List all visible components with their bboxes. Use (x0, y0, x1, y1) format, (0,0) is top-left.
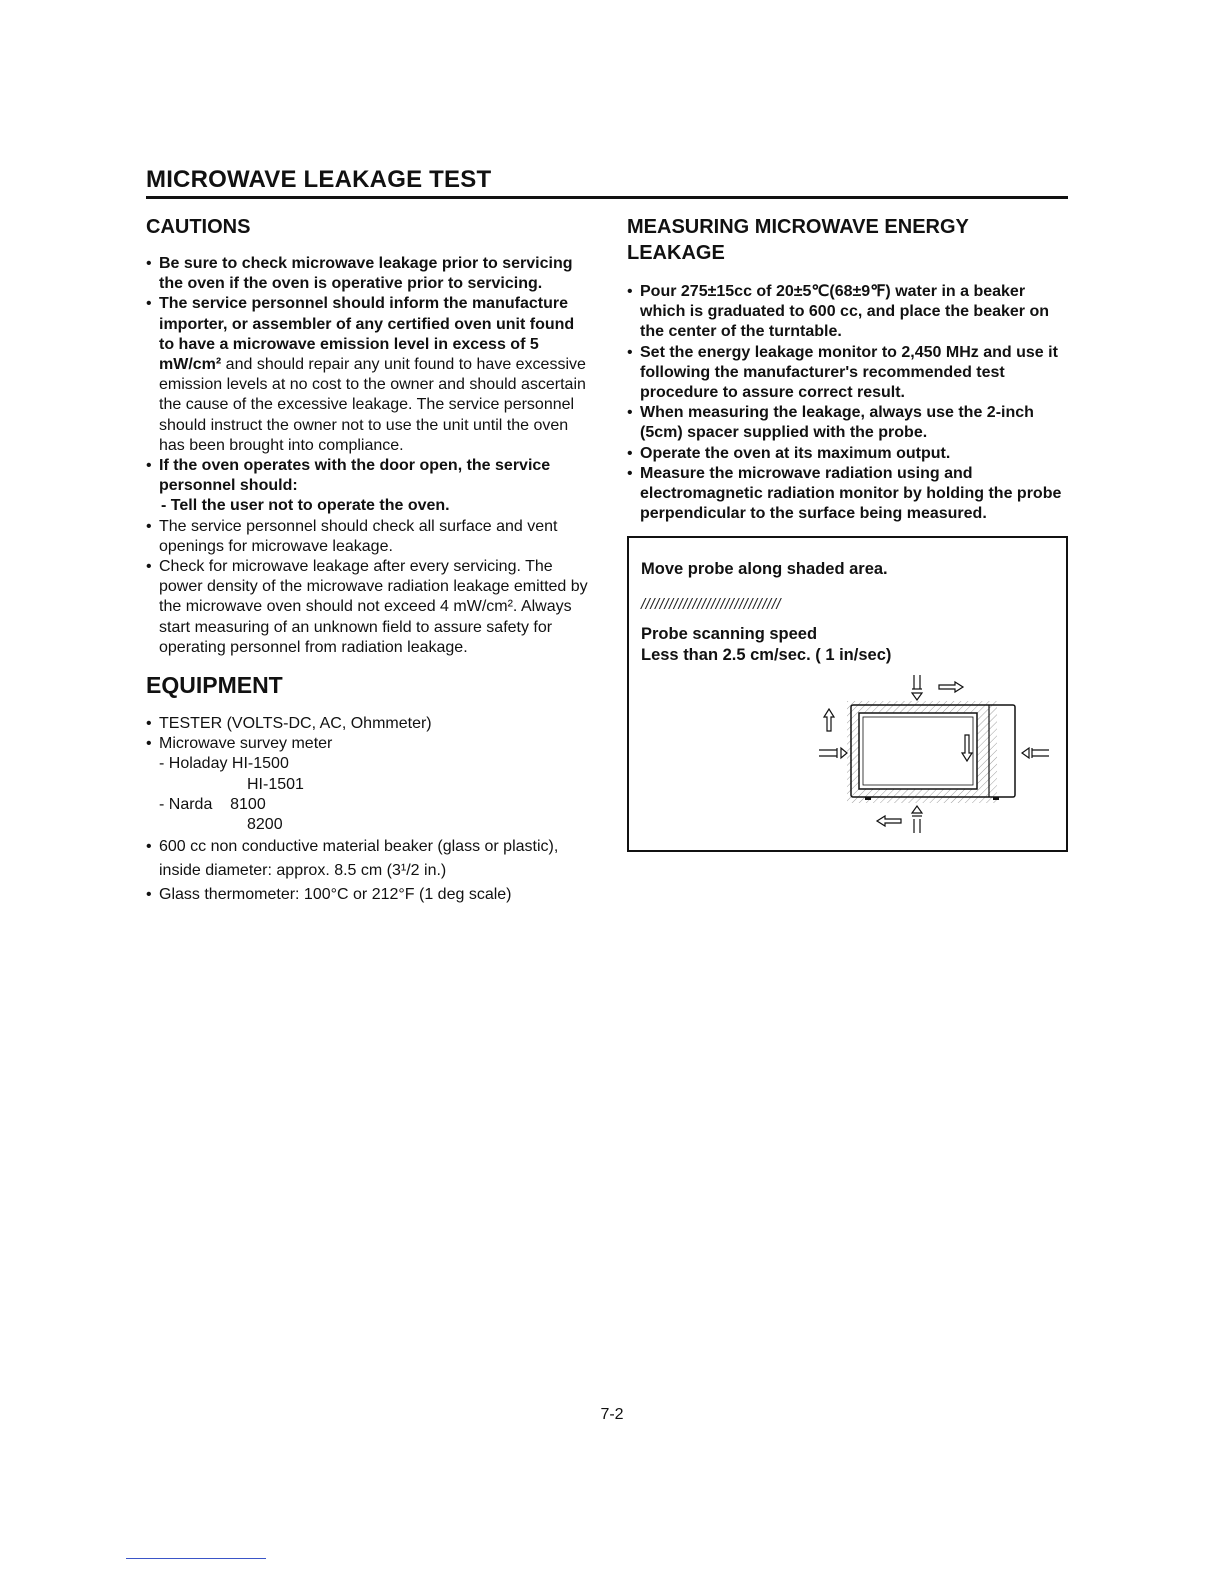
list-item (146, 557, 591, 658)
oven-scan-diagram (819, 673, 1049, 838)
page-number: 7-2 (600, 1406, 624, 1423)
equipment-heading: EQUIPMENT (146, 672, 283, 699)
shaded-area-legend: ////////////////////////////// (641, 596, 782, 614)
equip-holaday-2: HI-1501 (247, 775, 304, 793)
equipment-list (146, 714, 591, 905)
list-item (627, 444, 1068, 464)
footer-rule (126, 1558, 266, 1559)
measure-step-1: Pour 275±15cc of 20±5℃(68±9℉) water in a beaker which is graduated to 600 cc, and place the beaker on the center of the turntable. (640, 283, 1050, 341)
probe-speed-value: Less than 2.5 cm/sec. ( 1 in/sec) (641, 646, 892, 665)
caution-5-text: Check for microwave leakage after every servicing. The power density of the microwave radiation leakage emitted by the microwave oven should not exceed 4 mW/cm². Always start measuring of an unknown field to assure safety for operating personnel from radiation leakage. (159, 558, 588, 656)
page-title: MICROWAVE LEAKAGE TEST (146, 166, 1068, 199)
list-item (627, 403, 1068, 443)
probe-speed (641, 624, 891, 666)
list-item (146, 714, 591, 734)
probe-speed-label: Probe scanning speed (641, 625, 818, 644)
list-item (146, 294, 591, 456)
equip-survey-meter: Microwave survey meter (159, 735, 333, 753)
right-column (627, 214, 1068, 852)
measure-step-3: When measuring the leakage, always use the 2-inch (5cm) spacer supplied with the probe. (640, 404, 1034, 442)
measure-step-5: Measure the microwave radiation using and electromagnetic radiation monitor by holding the probe perpendicular to the surface being measured. (640, 464, 1062, 523)
list-item (146, 754, 591, 835)
measure-step-2: Set the energy leakage monitor to 2,450 MHz and use it following the manufacturer's recommended test procedure to assure correct result. (640, 343, 1058, 402)
measure-step-4: Operate the oven at its maximum output. (640, 444, 951, 462)
probe-diagram-box (627, 536, 1068, 852)
list-item (146, 734, 591, 754)
equip-narda-2: 8200 (247, 816, 283, 834)
caution-3-bold: If the oven operates with the door open, the service personnel should: (159, 457, 551, 495)
equip-thermometer: Glass thermometer: 100°C or 212°F (1 deg scale) (159, 886, 512, 904)
caution-2-normal: and should repair any unit found to have excessive emission levels at no cost to the owner and should ascertain the cause of the excessive leakage. The service personnel should instruct the owner not to use the unit until the oven has been brought into compliance. (159, 356, 586, 454)
list-item (627, 282, 1068, 343)
equip-beaker: 600 cc non conductive material beaker (glass or plastic), inside diameter: approx. 8.5 cm (3¹/2 in.) (159, 838, 559, 880)
list-item (146, 835, 591, 883)
list-item (146, 456, 591, 517)
top-probe-icon (912, 675, 963, 700)
list-item (627, 464, 1068, 525)
cautions-list (146, 254, 591, 658)
oven-door-window (859, 713, 977, 789)
list-item (146, 254, 591, 294)
list-item (146, 517, 591, 557)
left-column (146, 214, 591, 905)
list-item (627, 343, 1068, 404)
bottom-probe-icon (877, 806, 922, 833)
probe-instruction: Move probe along shaded area. (641, 560, 888, 579)
caution-1-text: Be sure to check microwave leakage prior to servicing the oven if the oven is operative prior to servicing. (159, 255, 573, 293)
equip-tester: TESTER (VOLTS-DC, AC, Ohmmeter) (159, 715, 432, 733)
equip-narda: - Narda 8100 (159, 795, 266, 813)
cautions-heading: CAUTIONS (146, 216, 251, 238)
measuring-heading: MEASURING MICROWAVE ENERGY LEAKAGE (627, 216, 969, 264)
measuring-list (627, 282, 1068, 524)
left-probe-icon (819, 709, 847, 758)
caution-4-text: The service personnel should check all surface and vent openings for microwave leakage. (159, 517, 558, 555)
list-item (146, 885, 591, 905)
equip-holaday: - Holaday HI-1500 (159, 755, 289, 773)
caution-2-bold: The service personnel should inform the manufacture importer, or assembler of any certified oven unit found to have a microwave emission level in excess of 5 mW/cm² (159, 295, 575, 374)
caution-3-sub: - Tell the user not to operate the oven. (161, 497, 450, 515)
